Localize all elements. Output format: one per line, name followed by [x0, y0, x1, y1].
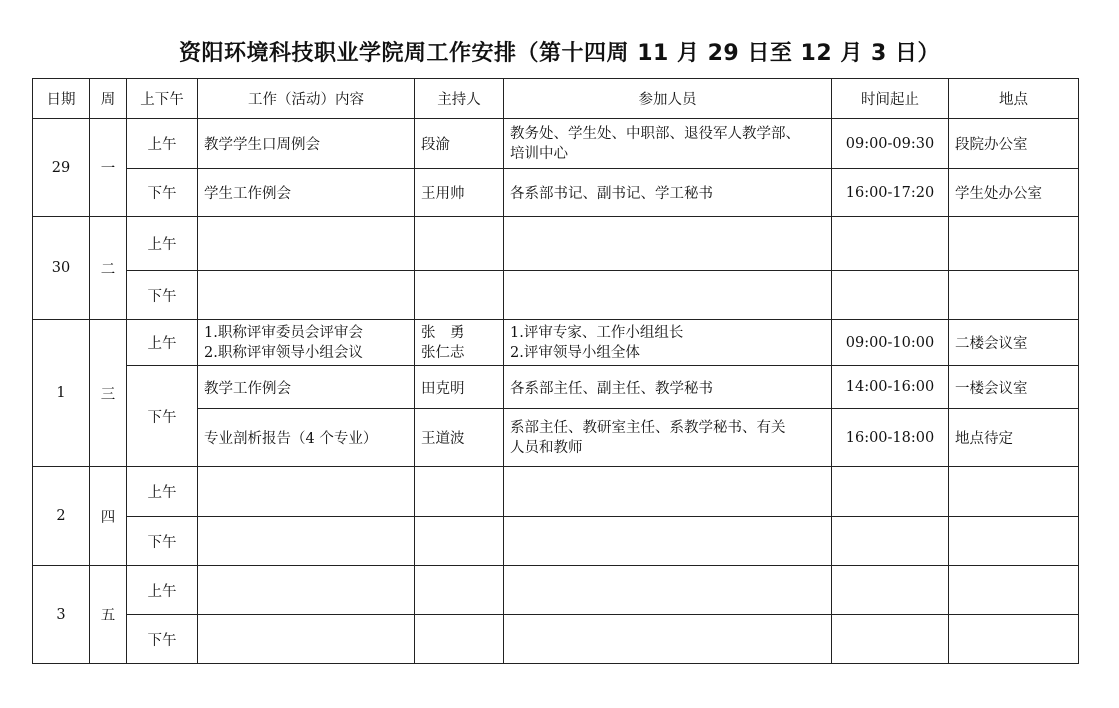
participants-cell: [504, 615, 832, 664]
date-cell: 2: [33, 467, 90, 566]
host-line: 张 勇: [421, 324, 465, 341]
period-cell: 上午: [127, 217, 198, 271]
host-cell: 王用帅: [415, 169, 504, 217]
host-cell: [415, 217, 504, 271]
date-cell: 30: [33, 217, 90, 320]
host-cell: 王道波: [415, 409, 504, 467]
table-row: [33, 119, 1079, 169]
participants-cell: [504, 517, 832, 566]
header-host: 主持人: [415, 79, 504, 119]
header-time: 时间起止: [832, 79, 949, 119]
place-cell: [949, 467, 1079, 517]
host-cell: [415, 566, 504, 615]
place-cell: 地点待定: [949, 409, 1079, 467]
participants-cell: [504, 409, 832, 467]
host-cell: [415, 615, 504, 664]
work-cell: 教学工作例会: [198, 366, 415, 409]
participants-line: 1.评审专家、工作小组组长: [510, 324, 684, 341]
place-cell: [949, 217, 1079, 271]
place-cell: 一楼会议室: [949, 366, 1079, 409]
table-row: [33, 517, 1079, 566]
host-cell: [415, 271, 504, 320]
participants-line: 培训中心: [510, 145, 568, 162]
participants-cell: [504, 566, 832, 615]
schedule-table: [32, 78, 1079, 664]
work-cell: 教学学生口周例会: [198, 119, 415, 169]
header-participants: 参加人员: [504, 79, 832, 119]
work-cell: [198, 217, 415, 271]
date-cell: 29: [33, 119, 90, 217]
time-cell: 16:00-17:20: [832, 169, 949, 217]
time-cell: 16:00-18:00: [832, 409, 949, 467]
participants-cell: [504, 271, 832, 320]
place-cell: [949, 566, 1079, 615]
table-row: [33, 566, 1079, 615]
table-row: [33, 320, 1079, 366]
participants-cell: [504, 320, 832, 366]
host-cell: [415, 517, 504, 566]
participants-cell: [504, 467, 832, 517]
weekday-cell: 四: [90, 467, 127, 566]
participants-cell: [504, 217, 832, 271]
period-cell: 上午: [127, 320, 198, 366]
participants-line: 教务处、学生处、中职部、退役军人教学部、: [510, 125, 800, 142]
table-row: [33, 217, 1079, 271]
time-cell: [832, 467, 949, 517]
period-cell: 下午: [127, 169, 198, 217]
host-cell: 段渝: [415, 119, 504, 169]
table-row: [33, 467, 1079, 517]
work-cell: 学生工作例会: [198, 169, 415, 217]
table-row: [33, 615, 1079, 664]
period-cell: 上午: [127, 467, 198, 517]
work-line: 1.职称评审委员会评审会: [204, 324, 363, 341]
work-cell: [198, 320, 415, 366]
place-cell: 段院办公室: [949, 119, 1079, 169]
host-line: 张仁志: [421, 344, 465, 361]
date-cell: 3: [33, 566, 90, 664]
work-cell: [198, 517, 415, 566]
table-row: [33, 169, 1079, 217]
header-date: 日期: [33, 79, 90, 119]
work-line: 2.职称评审领导小组会议: [204, 344, 363, 361]
weekday-cell: 一: [90, 119, 127, 217]
header-week: 周: [90, 79, 127, 119]
work-cell: [198, 271, 415, 320]
work-cell: [198, 566, 415, 615]
header-place: 地点: [949, 79, 1079, 119]
work-cell: [198, 467, 415, 517]
weekday-cell: 二: [90, 217, 127, 320]
period-cell: 下午: [127, 615, 198, 664]
place-cell: [949, 517, 1079, 566]
date-cell: 1: [33, 320, 90, 467]
header-work: 工作（活动）内容: [198, 79, 415, 119]
table-row: [33, 271, 1079, 320]
participants-cell: [504, 119, 832, 169]
weekday-cell: 三: [90, 320, 127, 467]
host-cell: 田克明: [415, 366, 504, 409]
time-cell: [832, 566, 949, 615]
place-cell: [949, 615, 1079, 664]
participants-line: 2.评审领导小组全体: [510, 344, 640, 361]
period-cell: 下午: [127, 366, 198, 467]
work-cell: 专业剖析报告（4 个专业）: [198, 409, 415, 467]
place-cell: 二楼会议室: [949, 320, 1079, 366]
participants-cell: 各系部主任、副主任、教学秘书: [504, 366, 832, 409]
time-cell: 09:00-10:00: [832, 320, 949, 366]
period-cell: 下午: [127, 517, 198, 566]
time-cell: [832, 217, 949, 271]
header-period: 上下午: [127, 79, 198, 119]
header-row: [33, 79, 1079, 119]
time-cell: 09:00-09:30: [832, 119, 949, 169]
table-row: [33, 366, 1079, 409]
time-cell: [832, 615, 949, 664]
place-cell: [949, 271, 1079, 320]
period-cell: 上午: [127, 566, 198, 615]
time-cell: [832, 271, 949, 320]
participants-line: 系部主任、教研室主任、系教学秘书、有关: [510, 419, 786, 436]
weekday-cell: 五: [90, 566, 127, 664]
host-cell: [415, 320, 504, 366]
time-cell: [832, 517, 949, 566]
participants-cell: 各系部书记、副书记、学工秘书: [504, 169, 832, 217]
participants-line: 人员和教师: [510, 439, 583, 456]
page-title: 资阳环境科技职业学院周工作安排（第十四周 11 月 29 日至 12 月 3 日）: [179, 41, 940, 66]
place-cell: 学生处办公室: [949, 169, 1079, 217]
period-cell: 下午: [127, 271, 198, 320]
time-cell: 14:00-16:00: [832, 366, 949, 409]
work-cell: [198, 615, 415, 664]
period-cell: 上午: [127, 119, 198, 169]
host-cell: [415, 467, 504, 517]
